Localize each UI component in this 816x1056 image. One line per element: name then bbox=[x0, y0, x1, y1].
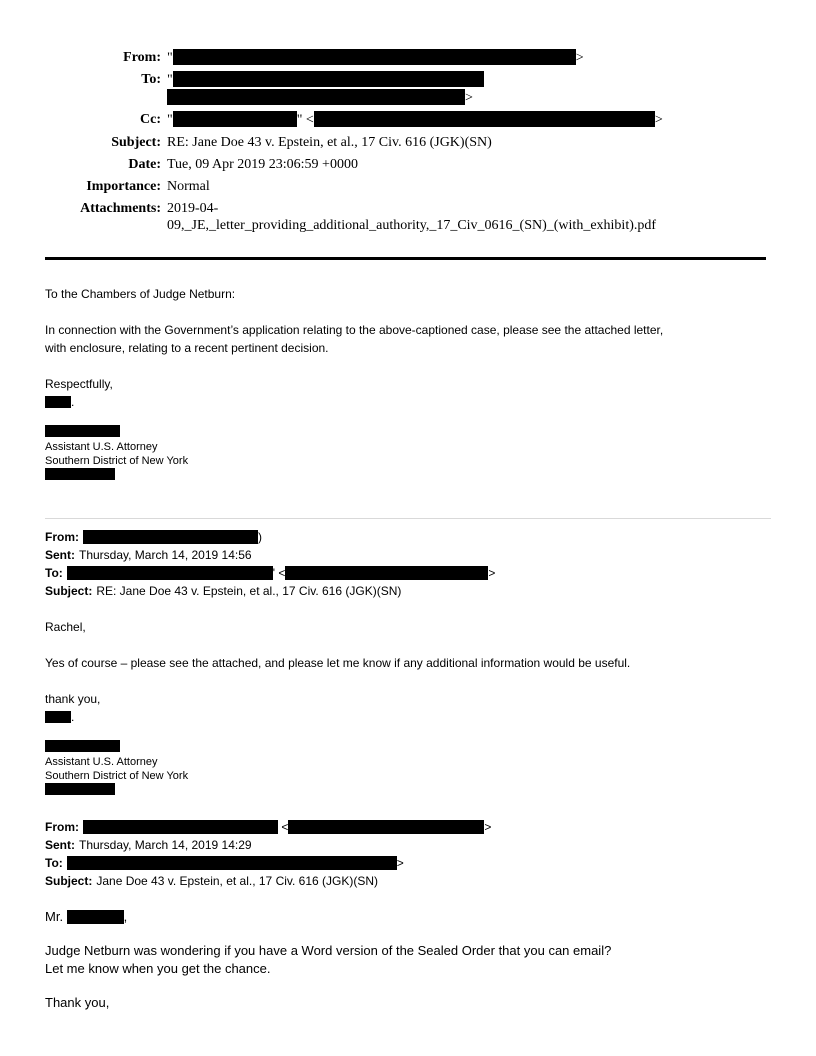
importance-value: Normal bbox=[167, 178, 210, 194]
quote-char: " bbox=[167, 72, 173, 88]
angle-char: > bbox=[654, 112, 663, 128]
body-line: In connection with the Government’s application relating to the above-captioned case, please see the attached letter, bbox=[45, 323, 664, 337]
body-paragraph: Yes of course – please see the attached, and please let me know if any additional information would be useful. bbox=[45, 656, 631, 670]
subject-value: Jane Doe 43 v. Epstein, et al., 17 Civ. 616 (JGK)(SN) bbox=[96, 874, 379, 888]
header-row-from bbox=[45, 46, 663, 69]
closing: thank you, bbox=[45, 692, 101, 706]
message-bottom bbox=[45, 908, 776, 1012]
signature-block bbox=[45, 740, 776, 797]
header-row-attachments bbox=[45, 197, 663, 236]
message-middle bbox=[45, 618, 776, 797]
signature-title: Assistant U.S. Attorney bbox=[45, 440, 158, 453]
redaction-bar bbox=[173, 49, 576, 65]
redaction-bar bbox=[173, 111, 297, 127]
attachment-filename-line2: 09,_JE,_letter_providing_additional_authority,_17_Civ_0616_(SN)_(with_exhibit).pdf bbox=[167, 217, 657, 233]
period-char: . bbox=[71, 710, 75, 724]
attachments-label: Attachments: bbox=[80, 200, 161, 216]
quoted-to-line bbox=[45, 564, 776, 582]
subject-value: RE: Jane Doe 43 v. Epstein, et al., 17 Civ. 616 (JGK)(SN) bbox=[167, 134, 492, 150]
salutation: Rachel, bbox=[45, 620, 86, 634]
angle-char: > bbox=[484, 820, 492, 834]
closing: Respectfully, bbox=[45, 377, 113, 391]
comma-char: , bbox=[123, 909, 128, 924]
subject-label: Subject: bbox=[111, 134, 161, 150]
redaction-bar bbox=[45, 783, 115, 795]
sent-label: Sent: bbox=[45, 838, 75, 852]
period-char: . bbox=[71, 395, 75, 409]
body-line: Judge Netburn was wondering if you have a Word version of the Sealed Order that you can email? bbox=[45, 943, 612, 958]
signature-org: Southern District of New York bbox=[45, 454, 189, 467]
redaction-bar bbox=[285, 566, 488, 580]
sent-value: Thursday, March 14, 2019 14:29 bbox=[79, 838, 252, 852]
quoted-message-divider bbox=[45, 518, 771, 519]
to-value bbox=[167, 69, 663, 109]
body-paragraph bbox=[45, 321, 776, 357]
angle-char: > bbox=[575, 50, 584, 65]
header-row-importance bbox=[45, 175, 663, 197]
subject-value: RE: Jane Doe 43 v. Epstein, et al., 17 Civ. 616 (JGK)(SN) bbox=[96, 584, 402, 598]
redaction-bar bbox=[67, 856, 397, 870]
angle-char: > bbox=[465, 90, 473, 105]
redaction-bar bbox=[45, 425, 120, 437]
from-label: From: bbox=[45, 820, 79, 834]
redacted-phone-line bbox=[45, 783, 776, 798]
signature-title: Assistant U.S. Attorney bbox=[45, 755, 158, 768]
subject-label: Subject: bbox=[45, 874, 93, 888]
sent-value: Thursday, March 14, 2019 14:56 bbox=[79, 548, 252, 562]
redaction-bar bbox=[67, 910, 124, 924]
to-label: To: bbox=[45, 566, 63, 580]
redaction-bar bbox=[45, 711, 71, 723]
attachment-filename-line1: 2019-04- bbox=[167, 200, 219, 216]
angle-char: < bbox=[278, 820, 289, 834]
salutation bbox=[45, 908, 776, 926]
quote-char: " bbox=[167, 50, 173, 65]
redaction-bar bbox=[45, 740, 120, 752]
to-label: To: bbox=[45, 856, 63, 870]
redaction-bar bbox=[173, 71, 484, 87]
sent-label: Sent: bbox=[45, 548, 75, 562]
cc-label: Cc: bbox=[140, 112, 161, 127]
quote-angle-chars: " < bbox=[296, 112, 314, 128]
quote-angle-chars: ' < bbox=[272, 566, 286, 580]
from-label: From: bbox=[123, 49, 161, 65]
quoted-subject-line bbox=[45, 582, 776, 600]
signature-block bbox=[45, 425, 776, 482]
date-label: Date: bbox=[128, 156, 161, 172]
header-row-date bbox=[45, 153, 663, 175]
redaction-bar bbox=[45, 468, 115, 480]
redacted-name-line bbox=[45, 740, 776, 755]
header-divider-rule bbox=[45, 257, 766, 260]
quoted-sent-line bbox=[45, 836, 776, 854]
quote-char: " bbox=[167, 112, 173, 128]
quoted-from-line bbox=[45, 818, 776, 836]
salutation: To the Chambers of Judge Netburn: bbox=[45, 287, 236, 301]
to-label: To: bbox=[141, 72, 161, 87]
initials-line bbox=[45, 708, 776, 726]
redacted-phone-line bbox=[45, 468, 776, 483]
quoted-header-2 bbox=[45, 818, 776, 890]
quoted-header-1 bbox=[45, 528, 776, 600]
quoted-from-line bbox=[45, 528, 776, 546]
message-top bbox=[45, 285, 776, 482]
closing: Thank you, bbox=[45, 995, 110, 1010]
angle-char: > bbox=[396, 856, 404, 870]
redaction-bar bbox=[45, 396, 71, 408]
paren-char: ) bbox=[258, 530, 262, 544]
redaction-bar bbox=[167, 89, 465, 105]
date-value: Tue, 09 Apr 2019 23:06:59 +0000 bbox=[167, 156, 358, 172]
importance-label: Importance: bbox=[86, 178, 161, 194]
quoted-sent-line bbox=[45, 546, 776, 564]
header-row-cc bbox=[45, 109, 663, 132]
header-row-subject bbox=[45, 131, 663, 153]
initials-line bbox=[45, 393, 776, 411]
signature-org: Southern District of New York bbox=[45, 769, 189, 782]
from-label: From: bbox=[45, 530, 79, 544]
header-row-to bbox=[45, 69, 663, 109]
from-value bbox=[167, 46, 663, 69]
body-line: with enclosure, relating to a recent pertinent decision. bbox=[45, 341, 329, 355]
quoted-to-line bbox=[45, 854, 776, 872]
redaction-bar bbox=[288, 820, 484, 834]
salutation-prefix: Mr. bbox=[45, 909, 67, 924]
attachments-value bbox=[167, 197, 663, 236]
body-line: Let me know when you get the chance. bbox=[45, 961, 271, 976]
angle-char: > bbox=[488, 566, 496, 580]
email-header bbox=[45, 46, 663, 236]
redaction-bar bbox=[83, 820, 278, 834]
cc-value bbox=[167, 109, 663, 132]
redaction-bar bbox=[83, 530, 258, 544]
redaction-bar bbox=[67, 566, 273, 580]
redaction-bar bbox=[314, 111, 655, 127]
redacted-name-line bbox=[45, 425, 776, 440]
subject-label: Subject: bbox=[45, 584, 93, 598]
quoted-subject-line bbox=[45, 872, 776, 890]
body-paragraph bbox=[45, 942, 776, 978]
